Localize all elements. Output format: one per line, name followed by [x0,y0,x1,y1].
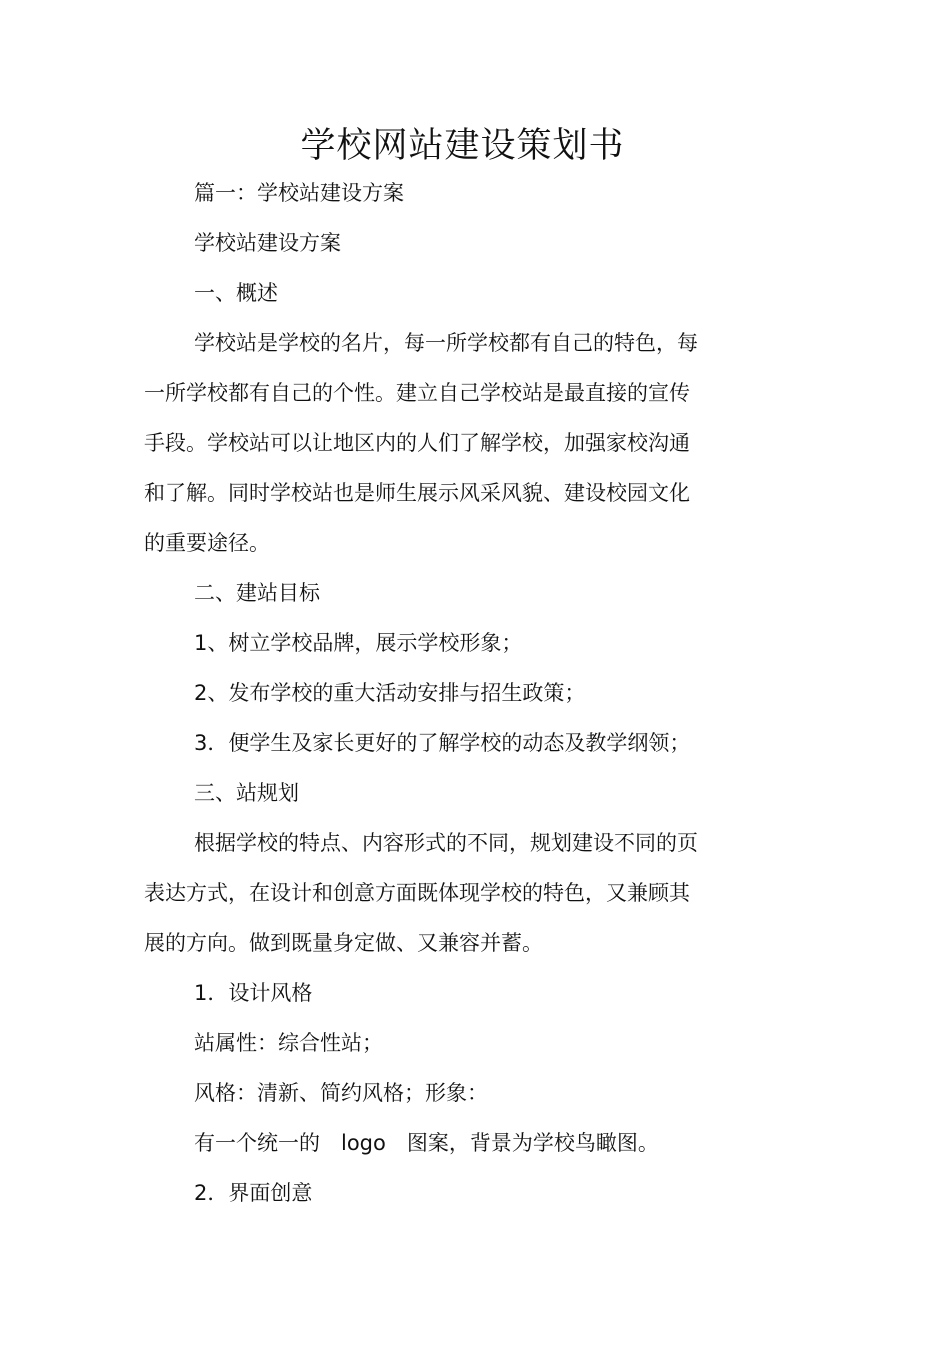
document-title: 学校网站建设策划书 [300,126,625,166]
text-line: 学校站建设方案 [194,231,341,255]
text-line: 根据学校的特点、内容形式的不同，规划建设不同的页 [194,831,698,855]
text-line: 2．界面创意 [194,1181,313,1205]
text-line: 手段。学校站可以让地区内的人们了解学校，加强家校沟通 [144,431,690,455]
text-line: 一、概述 [194,281,278,305]
text-line: 1．设计风格 [194,981,313,1005]
text-line: 一所学校都有自己的个性。建立自己学校站是最直接的宣传 [144,381,690,405]
text-line: 和了解。同时学校站也是师生展示风采风貌、建设校园文化 [144,481,690,505]
text-line: 有一个统一的 logo 图案，背景为学校鸟瞰图。 [194,1131,659,1155]
text-line: 1、树立学校品牌，展示学校形象； [194,631,523,655]
text-line: 的重要途径。 [144,531,270,555]
text-line: 3．便学生及家长更好的了解学校的动态及教学纲领； [194,731,691,755]
text-line: 篇一：学校站建设方案 [194,181,404,205]
document-body [144,168,744,1218]
text-line: 站属性：综合性站； [194,1031,383,1055]
text-line: 二、建站目标 [194,581,320,605]
text-line: 风格：清新、简约风格；形象： [194,1081,488,1105]
text-line: 学校站是学校的名片，每一所学校都有自己的特色，每 [194,331,698,355]
text-line: 表达方式，在设计和创意方面既体现学校的特色，又兼顾其 [144,881,690,905]
text-line: 2、发布学校的重大活动安排与招生政策； [194,681,586,705]
text-line: 展的方向。做到既量身定做、又兼容并蓄。 [144,931,543,955]
text-line: 三、站规划 [194,781,299,805]
